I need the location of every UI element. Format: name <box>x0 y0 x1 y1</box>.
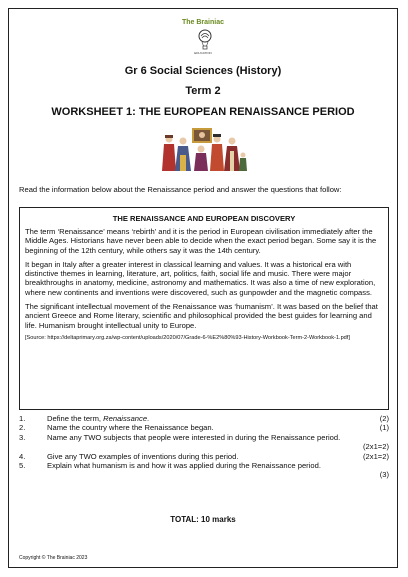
question-number: 5. <box>19 461 26 471</box>
questions-list <box>19 414 389 480</box>
question-text-part: Explain what humanism is and how it was applied during the Renaissance period. <box>47 461 321 471</box>
source-citation: [Source: https://deltaprimary.org.za/wp-content/uploads/2020/07/Grade-6-%E2%80%93-History-Workbook-Term-2-Workbook-1.pdf] <box>25 334 350 341</box>
passage-paragraph: The term ‘Renaissance’ means ‘rebirth’ and it is the period in European civilisation immediately after the Middle Ages. Historians have never been able to decide when the exact period began. Some say it is the beginning of the 12th century, while others say it was the 14th century. <box>25 227 377 255</box>
question-text: Give any TWO examples of inventions during this period. <box>47 451 239 461</box>
worksheet-title: WORKSHEET 1: THE EUROPEAN RENAISSANCE PERIOD <box>51 106 355 118</box>
instructions-text: Read the information below about the Renaissance period and answer the questions that follow: <box>19 185 342 194</box>
worksheet-page <box>8 8 398 568</box>
question-marks: (2x1=2) <box>363 442 389 452</box>
passage-paragraph: The significant intellectual movement of the Renaissance was ‘humanism’. It was based on the belief that ancient Greece and Rome literary, scientific and philosophical provided the best guides for learning and life. Humanism brought intellectual unity to Europe. <box>25 302 378 330</box>
question-text <box>47 433 389 452</box>
question-text <box>47 461 389 480</box>
brand-name: The Brainiac <box>181 19 224 26</box>
question-text-part: Name any TWO subjects that people were interested in during the Renaissance period. <box>47 432 341 442</box>
question-number: 3. <box>19 432 26 442</box>
question-marks: (1) <box>379 423 389 433</box>
question-item <box>19 452 389 461</box>
question-number: 2. <box>19 423 26 433</box>
reading-passage-box <box>19 207 389 410</box>
question-item <box>19 414 389 423</box>
question-marks: (3) <box>379 470 389 480</box>
total-marks: TOTAL: 10 marks <box>170 515 236 524</box>
question-item <box>19 423 389 432</box>
question-item <box>19 461 389 480</box>
question-text: Name the country where the Renaissance began. <box>47 423 214 433</box>
question-text-part: . <box>147 414 150 423</box>
question-marks: (2) <box>379 414 389 423</box>
question-item <box>19 433 389 452</box>
brain-balloon-logo-icon <box>197 29 213 51</box>
grade-title: Gr 6 Social Sciences (History) <box>124 65 282 77</box>
question-text <box>47 414 359 423</box>
logo-caption: EDUCATION <box>194 51 212 55</box>
question-text-part: Define the term, <box>47 414 104 423</box>
copyright-footer: Copyright © The Brainiac 2023 <box>19 555 88 561</box>
renaissance-figures-illustration <box>161 125 247 173</box>
question-marks: (2x1=2) <box>363 451 389 461</box>
passage-paragraph: It began in Italy after a greater interest in classical learning and values. It was a historical era with distinctive themes in learning, literature, art, politics, faith, social life and music. There were major breakthroughs in anatomy, medicine, astronomy and mathematics. It was also a time of new exploration, where new continents and inventions were discovered, such as gunpowder and the magnetic compass. <box>25 259 376 297</box>
question-emphasis: Renaissance <box>103 414 148 423</box>
passage-title: THE RENAISSANCE AND EUROPEAN DISCOVERY <box>112 214 296 223</box>
question-number: 1. <box>19 414 26 423</box>
term-title: Term 2 <box>185 85 221 97</box>
question-number: 4. <box>19 451 26 461</box>
